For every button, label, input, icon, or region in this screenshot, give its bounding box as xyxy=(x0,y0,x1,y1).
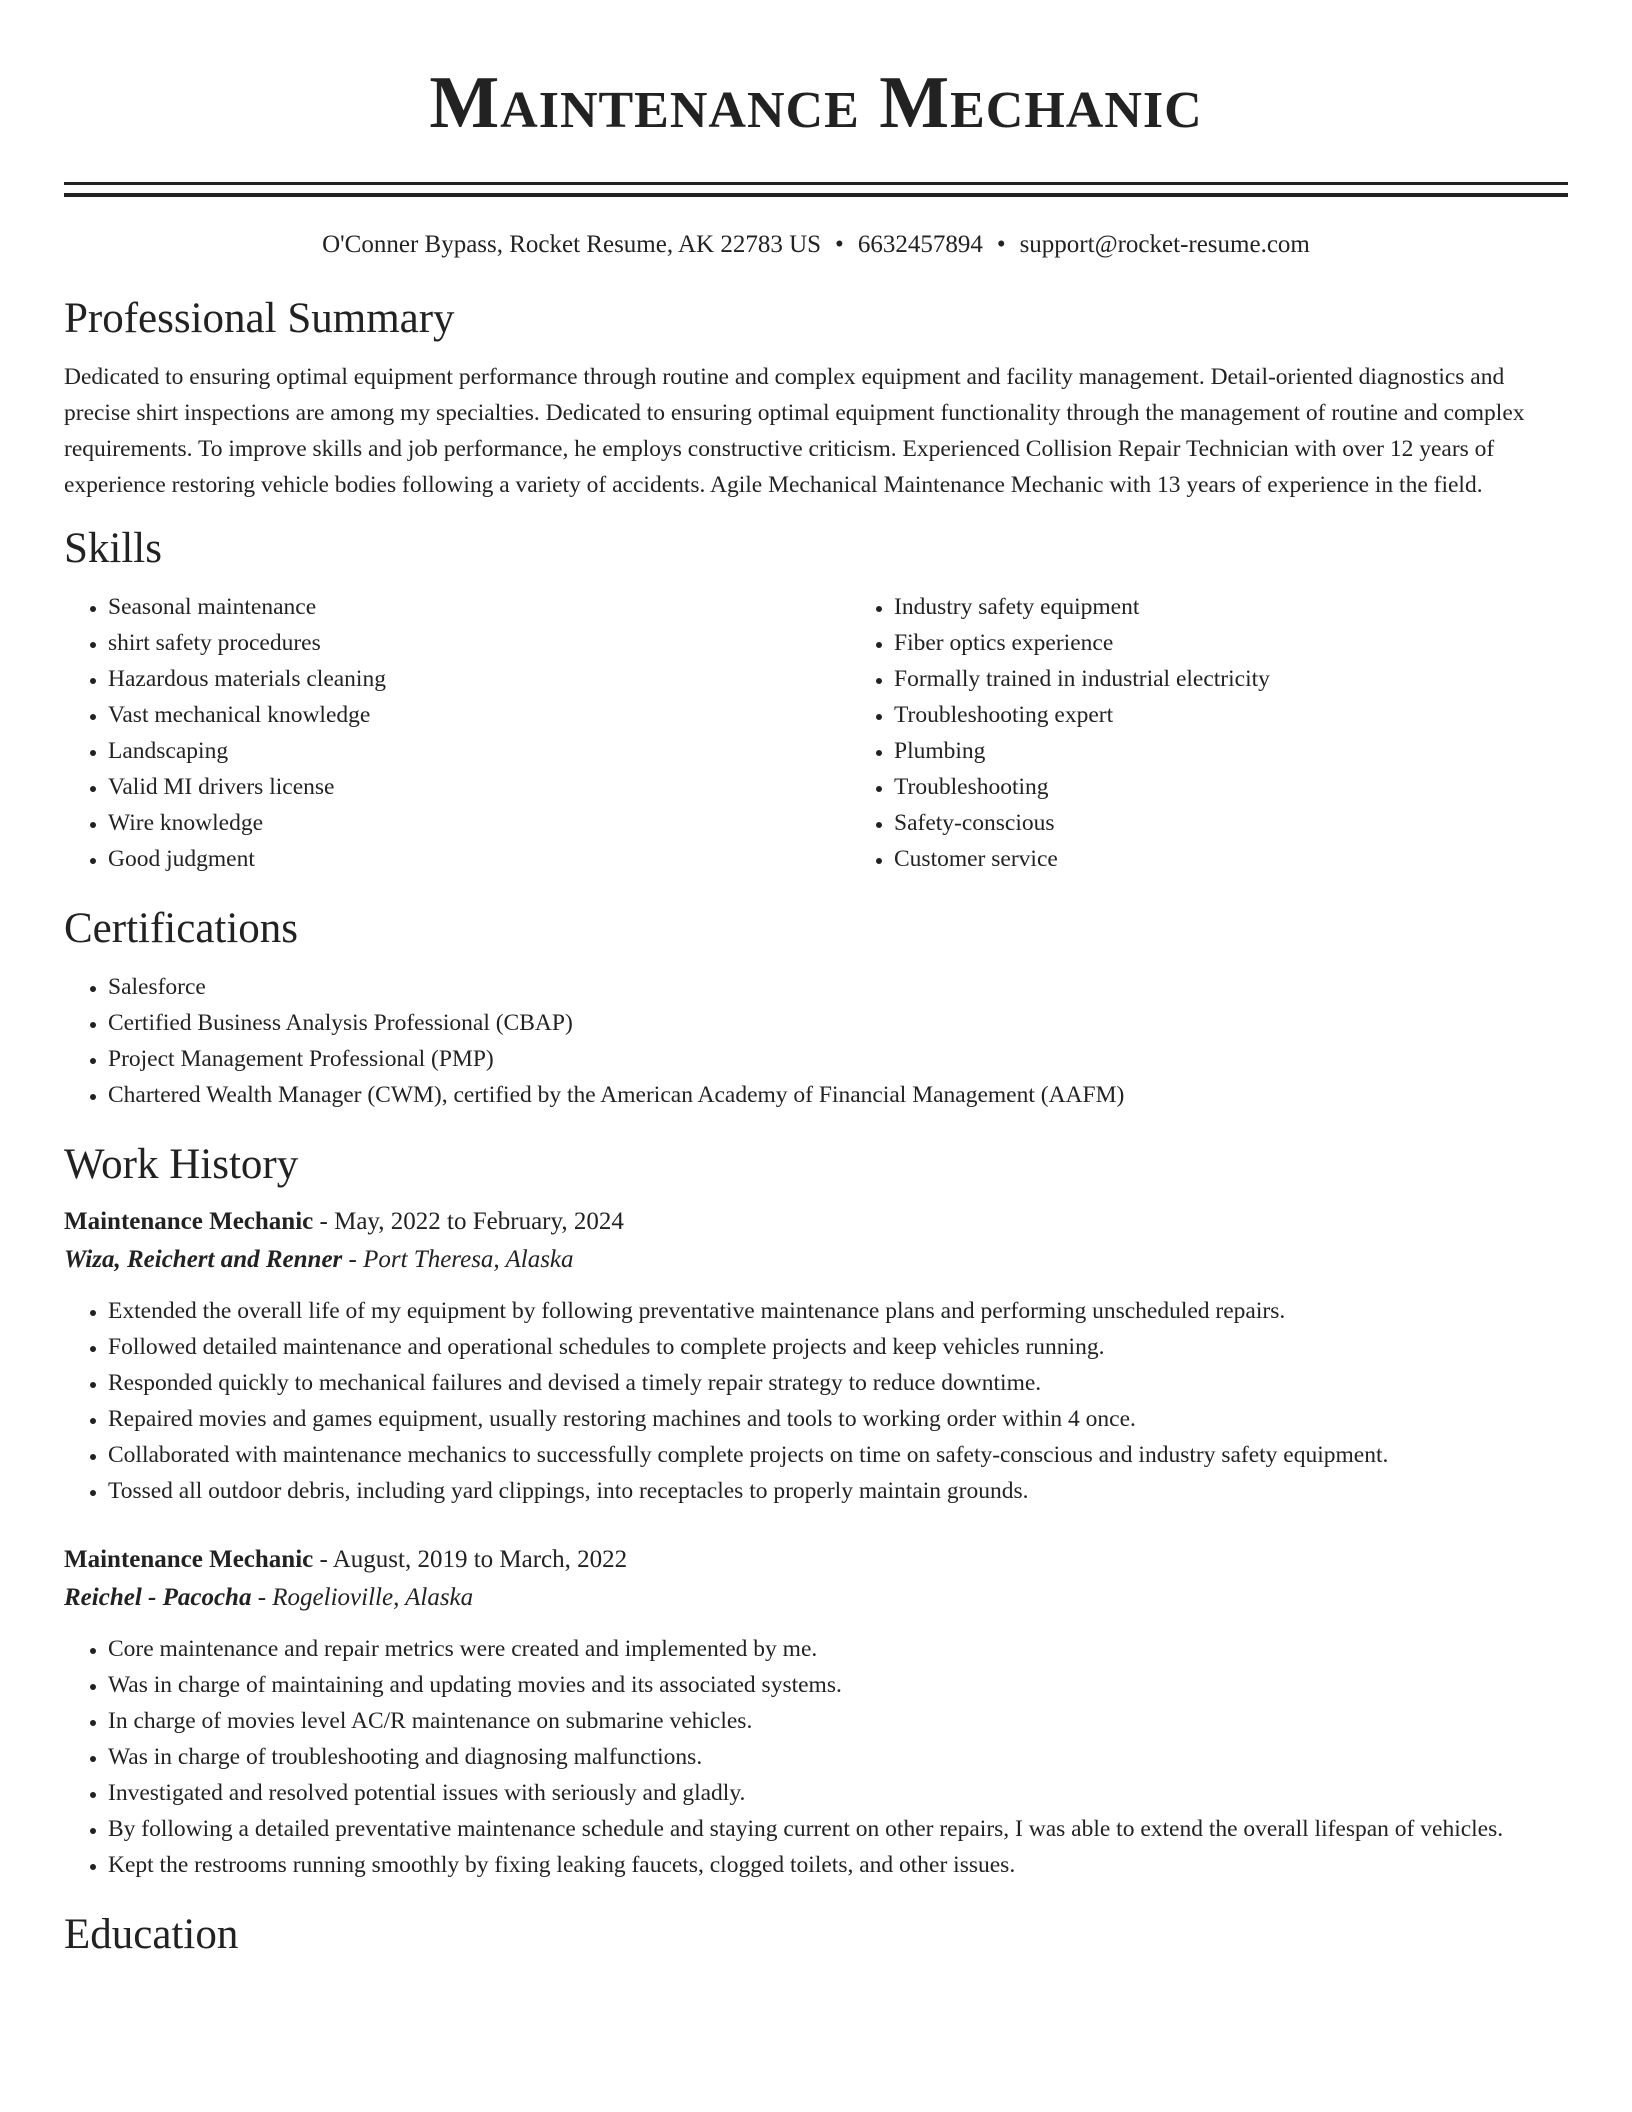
summary-text: Dedicated to ensuring optimal equipment performance through routine and complex equipment and facility management. Detail-oriented diagnostics and precise shirt inspections are among my specialties. Dedicated to ensuring optimal equipment functionality through the management of routine and complex requirements. To improve skills and job performance, he employs constructive criticism. Experienced Collision Repair Technician with over 12 years of experience restoring vehicle bodies following a variety of accidents. Agile Mechanical Maintenance Mechanic with 13 years of experience in the field. xyxy=(64,364,1525,498)
education-section xyxy=(64,1909,1568,1961)
job-bullet: • Investigated and resolved potential issues with seriously and gladly. xyxy=(108,1775,1568,1811)
bullet-separator: • xyxy=(996,231,1006,258)
job-title: Maintenance Mechanic xyxy=(64,1208,314,1235)
skill-item: • Formally trained in industrial electricity xyxy=(894,661,1632,697)
job-entry xyxy=(64,1203,1568,1509)
work-history-section xyxy=(64,1139,1568,1883)
skills-columns xyxy=(64,589,1568,877)
skills-section xyxy=(64,523,1568,877)
job-bullets xyxy=(64,1631,1568,1883)
header-double-rule xyxy=(64,182,1568,197)
job-bullets xyxy=(64,1293,1568,1509)
skill-item: • Seasonal maintenance xyxy=(108,589,850,625)
job-employer-line xyxy=(64,1579,1568,1617)
job-location: - Rogelioville, Alaska xyxy=(251,1584,474,1611)
job-bullet: • Collaborated with maintenance mechanics to successfully complete projects on time on safety-conscious and industry safety equipment. xyxy=(108,1437,1568,1473)
summary-section xyxy=(64,293,1568,503)
skill-item: • Customer service xyxy=(894,841,1632,877)
skill-item: • Good judgment xyxy=(108,841,850,877)
skills-heading: Skills xyxy=(64,525,162,572)
contact-phone: 6632457894 xyxy=(857,231,983,258)
summary-heading: Professional Summary xyxy=(64,295,455,342)
job-bullet: • Extended the overall life of my equipment by following preventative maintenance plans and performing unscheduled repairs. xyxy=(108,1293,1568,1329)
skill-item: • Fiber optics experience xyxy=(894,625,1632,661)
skill-item: • Landscaping xyxy=(108,733,850,769)
skill-item: • Safety-conscious xyxy=(894,805,1632,841)
job-bullet: • Responded quickly to mechanical failures and devised a timely repair strategy to reduce downtime. xyxy=(108,1365,1568,1401)
certifications-section xyxy=(64,903,1568,1113)
skill-item: • Troubleshooting xyxy=(894,769,1632,805)
skill-item: • Troubleshooting expert xyxy=(894,697,1632,733)
skills-list-left xyxy=(64,589,850,877)
job-bullet: • Was in charge of maintaining and updating movies and its associated systems. xyxy=(108,1667,1568,1703)
skill-item: • shirt safety procedures xyxy=(108,625,850,661)
certification-item: • Salesforce xyxy=(108,969,1568,1005)
job-bullet: • Followed detailed maintenance and operational schedules to complete projects and keep vehicles running. xyxy=(108,1329,1568,1365)
job-bullet: • By following a detailed preventative maintenance schedule and staying current on other repairs, I was able to extend the overall lifespan of vehicles. xyxy=(108,1811,1568,1847)
job-title: Maintenance Mechanic xyxy=(64,1546,314,1573)
job-bullet: • Kept the restrooms running smoothly by fixing leaking faucets, clogged toilets, and other issues. xyxy=(108,1847,1568,1883)
resume-name: Maintenance Mechanic xyxy=(429,62,1203,144)
skills-list-right xyxy=(850,589,1632,877)
skill-item: • Vast mechanical knowledge xyxy=(108,697,850,733)
skill-item: • Hazardous materials cleaning xyxy=(108,661,850,697)
job-entry xyxy=(64,1541,1568,1883)
skill-item: • Industry safety equipment xyxy=(894,589,1632,625)
contact-line xyxy=(64,228,1568,262)
job-bullet: • Was in charge of troubleshooting and diagnosing malfunctions. xyxy=(108,1739,1568,1775)
job-title-line xyxy=(64,1203,1568,1241)
certification-item: • Project Management Professional (PMP) xyxy=(108,1041,1568,1077)
work-history-heading: Work History xyxy=(64,1141,299,1188)
education-heading: Education xyxy=(64,1911,239,1958)
contact-address: O'Conner Bypass, Rocket Resume, AK 22783 US xyxy=(322,231,822,258)
bullet-separator: • xyxy=(835,231,844,258)
skill-item: • Plumbing xyxy=(894,733,1632,769)
job-dates: - August, 2019 to March, 2022 xyxy=(313,1546,628,1573)
certification-item: • Certified Business Analysis Professional (CBAP) xyxy=(108,1005,1568,1041)
job-employer: Wiza, Reichert and Renner xyxy=(64,1246,343,1273)
job-location: - Port Theresa, Alaska xyxy=(342,1246,574,1273)
job-dates: - May, 2022 to February, 2024 xyxy=(313,1208,624,1235)
job-employer: Reichel - Pacocha xyxy=(64,1584,252,1611)
job-bullet: • In charge of movies level AC/R maintenance on submarine vehicles. xyxy=(108,1703,1568,1739)
job-title-line xyxy=(64,1541,1568,1579)
skill-item: • Valid MI drivers license xyxy=(108,769,850,805)
job-bullet: • Tossed all outdoor debris, including yard clippings, into receptacles to properly maintain grounds. xyxy=(108,1473,1568,1509)
job-bullet: • Repaired movies and games equipment, usually restoring machines and tools to working order within 4 once. xyxy=(108,1401,1568,1437)
certifications-heading: Certifications xyxy=(64,905,299,952)
contact-email: support@rocket-resume.com xyxy=(1019,231,1310,258)
job-employer-line xyxy=(64,1241,1568,1279)
job-bullet: • Core maintenance and repair metrics were created and implemented by me. xyxy=(108,1631,1568,1667)
certification-item: • Chartered Wealth Manager (CWM), certified by the American Academy of Financial Management (AAFM) xyxy=(108,1077,1568,1113)
certifications-list xyxy=(64,969,1568,1113)
skill-item: • Wire knowledge xyxy=(108,805,850,841)
